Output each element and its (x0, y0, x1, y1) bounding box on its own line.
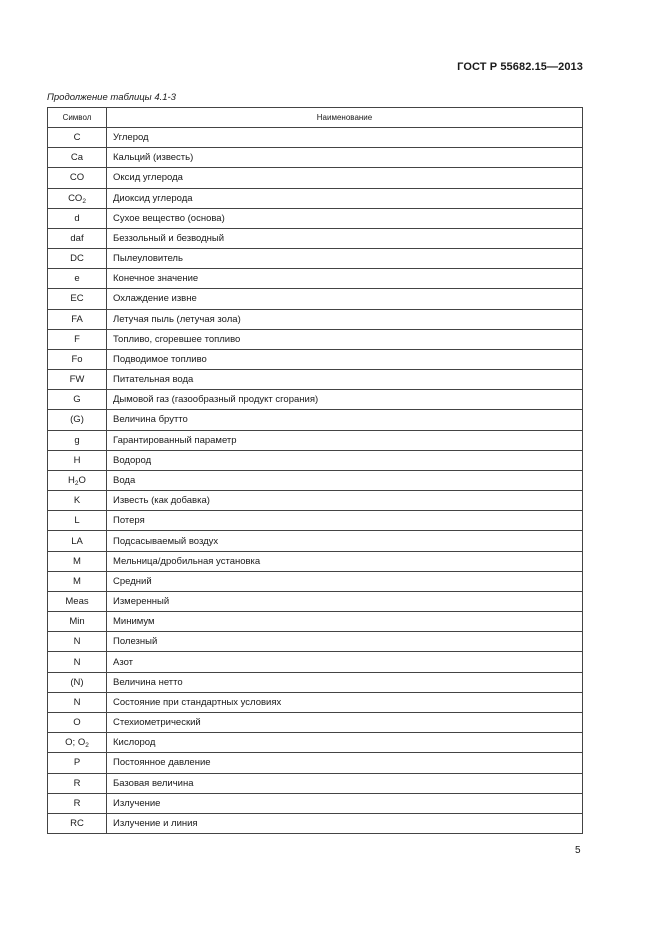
name-cell: Пылеуловитель (107, 249, 583, 269)
symbol-text: LA (71, 535, 83, 547)
symbol-subscript: 2 (85, 742, 89, 750)
table-row (48, 228, 583, 248)
table-row (48, 692, 583, 712)
table-header-row (48, 108, 583, 128)
symbol-text: F (74, 333, 80, 345)
table-row (48, 208, 583, 228)
table-row (48, 370, 583, 390)
symbol-cell (48, 148, 107, 168)
table-row (48, 511, 583, 531)
table-row (48, 753, 583, 773)
symbol-cell (48, 269, 107, 289)
symbol-text: L (74, 515, 80, 527)
name-cell: Состояние при стандартных условиях (107, 692, 583, 712)
name-cell: Подводимое топливо (107, 349, 583, 369)
name-cell: Мельница/дробильная установка (107, 551, 583, 571)
name-cell: Величина нетто (107, 672, 583, 692)
symbol-text: g (74, 434, 80, 446)
symbol-cell (48, 430, 107, 450)
symbol-cell (48, 773, 107, 793)
name-cell: Азот (107, 652, 583, 672)
symbol-cell (48, 370, 107, 390)
symbol-cell (48, 813, 107, 833)
symbol-cell (48, 632, 107, 652)
name-cell: Излучение и линия (107, 813, 583, 833)
symbol-cell (48, 168, 107, 188)
symbol-cell (48, 753, 107, 773)
symbol-text: H (73, 454, 81, 466)
table-row (48, 289, 583, 309)
table-row (48, 813, 583, 833)
symbol-text: EC (70, 293, 84, 305)
symbol-suffix: O (78, 475, 86, 486)
name-cell: Вода (107, 470, 583, 490)
name-cell: Средний (107, 571, 583, 591)
symbol-text: FA (71, 313, 83, 325)
symbol-cell (48, 470, 107, 490)
table-row (48, 712, 583, 732)
symbol-cell (48, 491, 107, 511)
symbol-cell (48, 551, 107, 571)
table-body (48, 128, 583, 834)
symbol-text: N (73, 656, 81, 668)
table-row (48, 249, 583, 269)
name-cell: Углерод (107, 128, 583, 148)
symbol-text: H (68, 475, 75, 486)
name-cell: Измеренный (107, 591, 583, 611)
symbol-text: CO (68, 192, 83, 204)
page-number: 5 (575, 845, 581, 856)
symbol-text: FW (69, 374, 85, 386)
symbol-text: Ca (70, 152, 84, 164)
symbol-text: O; O (65, 737, 86, 749)
table-row (48, 329, 583, 349)
table-row (48, 652, 583, 672)
name-cell: Диоксид углерода (107, 188, 583, 208)
column-header-name: Наименование (107, 108, 583, 128)
name-cell: Кальций (известь) (107, 148, 583, 168)
table-row (48, 531, 583, 551)
symbol-cell (48, 571, 107, 591)
symbol-cell (48, 329, 107, 349)
table-caption: Продолжение таблицы 4.1-3 (47, 92, 176, 103)
symbol-text: d (74, 212, 80, 224)
name-cell: Излучение (107, 793, 583, 813)
symbol-text: DC (70, 253, 84, 265)
name-cell: Оксид углерода (107, 168, 583, 188)
symbol-cell (48, 672, 107, 692)
table-row (48, 571, 583, 591)
table-row (48, 612, 583, 632)
symbol-text: Min (69, 616, 85, 628)
symbol-text: Meas (65, 596, 89, 608)
symbols-table (47, 107, 583, 834)
table-row (48, 188, 583, 208)
name-cell: Водород (107, 450, 583, 470)
table-row (48, 349, 583, 369)
symbol-text: (N) (70, 676, 84, 688)
table-row (48, 773, 583, 793)
symbol-text: C (73, 132, 81, 144)
symbol-cell (48, 410, 107, 430)
name-cell: Гарантированный параметр (107, 430, 583, 450)
table-row (48, 148, 583, 168)
table-row (48, 470, 583, 490)
symbol-text: O (73, 717, 81, 729)
name-cell: Охлаждение извне (107, 289, 583, 309)
symbol-text: R (73, 797, 81, 809)
table-row (48, 269, 583, 289)
column-header-symbol: Символ (48, 108, 107, 128)
table-row (48, 390, 583, 410)
table-row (48, 309, 583, 329)
name-cell: Подсасываемый воздух (107, 531, 583, 551)
symbol-cell (48, 128, 107, 148)
symbol-cell (48, 208, 107, 228)
symbol-cell (48, 712, 107, 732)
table-row (48, 672, 583, 692)
symbol-cell (48, 450, 107, 470)
symbol-cell (48, 511, 107, 531)
symbol-text: P (73, 757, 81, 769)
symbol-text: K (73, 495, 81, 507)
name-cell: Постоянное давление (107, 753, 583, 773)
table-row (48, 128, 583, 148)
symbol-text: G (73, 394, 81, 406)
table-row (48, 793, 583, 813)
symbol-cell (48, 249, 107, 269)
symbol-subscript: 2 (74, 480, 79, 487)
symbol-cell (48, 733, 107, 753)
name-cell: Конечное значение (107, 269, 583, 289)
name-cell: Дымовой газ (газообразный продукт сгорания) (107, 390, 583, 410)
table-row (48, 168, 583, 188)
table-row (48, 430, 583, 450)
symbol-text: CO (69, 172, 85, 184)
table-row (48, 733, 583, 753)
name-cell: Сухое вещество (основа) (107, 208, 583, 228)
name-cell: Питательная вода (107, 370, 583, 390)
table-row (48, 450, 583, 470)
table-row (48, 491, 583, 511)
name-cell: Минимум (107, 612, 583, 632)
name-cell: Беззольный и безводный (107, 228, 583, 248)
name-cell: Кислород (107, 733, 583, 753)
name-cell: Полезный (107, 632, 583, 652)
symbol-cell (48, 228, 107, 248)
symbol-cell (48, 188, 107, 208)
name-cell: Известь (как добавка) (107, 491, 583, 511)
name-cell: Базовая величина (107, 773, 583, 793)
symbol-text: M (73, 555, 81, 567)
symbol-cell (48, 591, 107, 611)
symbol-cell (48, 349, 107, 369)
symbol-cell (48, 612, 107, 632)
document-standard-number: ГОСТ Р 55682.15—2013 (457, 61, 583, 73)
symbol-text: RC (70, 817, 84, 829)
name-cell: Стехиометрический (107, 712, 583, 732)
symbol-text: R (73, 777, 81, 789)
symbol-text: N (73, 636, 81, 648)
table-row (48, 410, 583, 430)
table-row (48, 591, 583, 611)
name-cell: Потеря (107, 511, 583, 531)
name-cell: Величина брутто (107, 410, 583, 430)
symbol-text: daf (70, 232, 84, 244)
symbol-cell (48, 652, 107, 672)
table-row (48, 551, 583, 571)
symbol-text: Fo (71, 353, 83, 365)
symbol-text: (G) (70, 414, 84, 426)
symbol-cell (48, 289, 107, 309)
symbol-text: N (73, 696, 81, 708)
symbol-text: e (74, 273, 80, 285)
name-cell: Топливо, сгоревшее топливо (107, 329, 583, 349)
table-row (48, 632, 583, 652)
symbol-cell (48, 309, 107, 329)
symbol-cell (48, 390, 107, 410)
name-cell: Летучая пыль (летучая зола) (107, 309, 583, 329)
symbol-subscript: 2 (82, 197, 86, 205)
symbol-cell (48, 531, 107, 551)
symbol-cell (48, 692, 107, 712)
symbol-cell (48, 793, 107, 813)
symbol-text: M (73, 575, 81, 587)
